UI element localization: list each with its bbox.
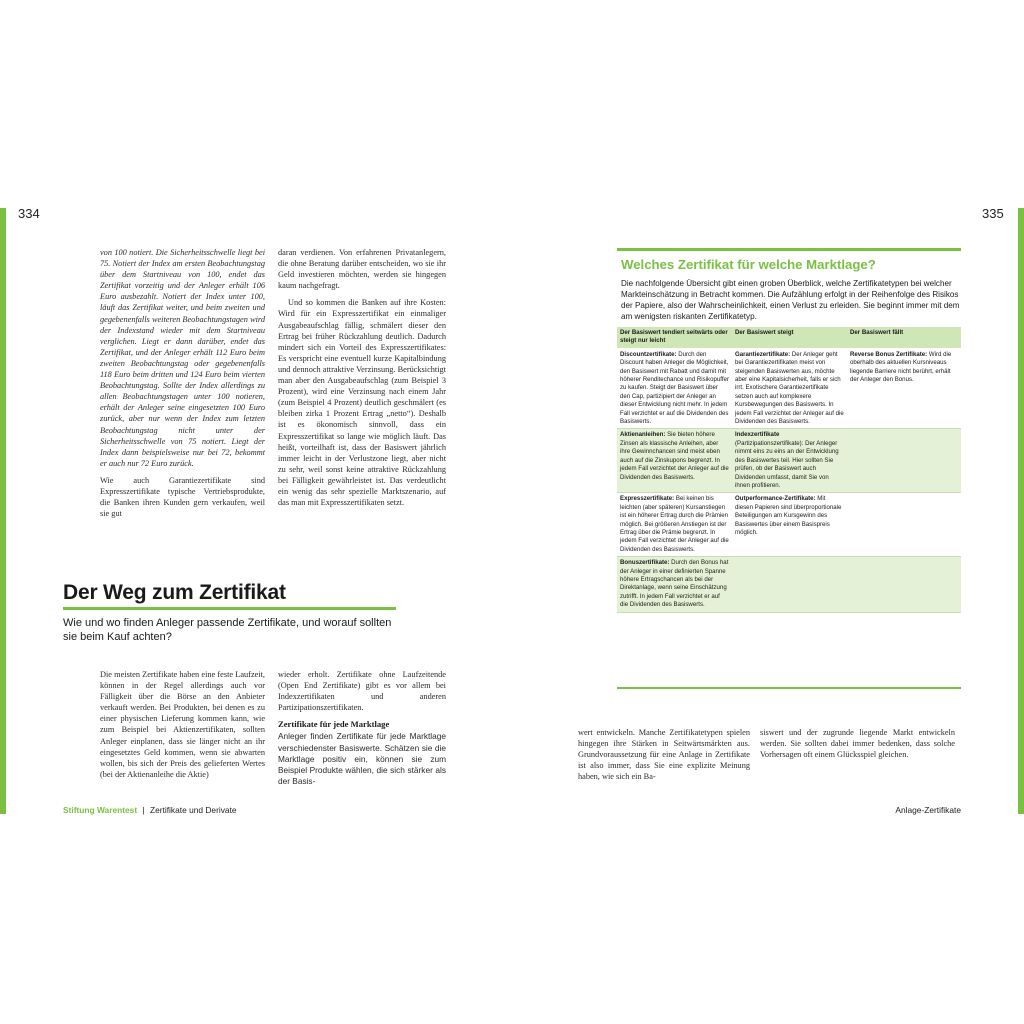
box-top-rule (617, 248, 961, 251)
cell-text: Bei keinen bis leichten (aber späteren) Kursanstiegen ist ein höherer Ertrag durch die Prämien möglich. Bei größeren Anstiegen ist der Ertrag über die Prämie begrenzt. In jedem Fall verzichtet der Anleger auf die Dividenden des Basiswerts. (620, 495, 729, 553)
table-cell (847, 493, 961, 557)
bottom-column-2-text: wieder erholt. Zertifikate ohne Laufzeitende (Open End Zertifikate) gibt es vor allem bei Indexzertifikaten und anderen Partizipationszertifikaten. (278, 670, 446, 713)
table-header-falling: Der Basiswert fällt (847, 327, 961, 348)
column-2-paragraph-2: Und so kommen die Banken auf ihre Kosten: Wird für ein Expresszertifikat ein einmaliger Ausgabeaufschlag fällig, schmälert dieser den Ertrag bei früher Rückzahlung deutlich. Dadurch mindert sich ein Vorteil des Expresszertifikates: Es verspricht eine eventuell kurze Kapitalbindung und dennoch attraktive Verzinsung. Berücksichtigt man aber den Ausgabeaufschlag (zum Beispiel 3 Prozent), wird eine Verzinsung nach einem Jahr (zum Beispiel 4 Prozent) deutlich geschmälert (es bleiben zirka 1 Prozent Ertrag „netto“). Deshalb ist es ökonomisch sinnvoll, dass ein Expresszertifikat so lange wie möglich läuft. Das heißt, vorteilhaft ist, dass der Basiswert jährlich immer leicht in der Verlustzone liegt, aber nicht zu sehr, weil sonst keine attraktive Rückzahlung bei Fälligkeit gewährleistet ist. Das verdeutlicht ein wenig das sehr spezielle Marktszenario, auf das man mit Expresszertifikaten setzt. (278, 298, 446, 508)
table-header-sideways: Der Basiswert tendiert seitwärts oder steigt nur leicht (617, 327, 732, 348)
cell-title: Outperformance-Zertifikate: (735, 495, 816, 503)
table-cell (732, 429, 847, 493)
cell-text: Sie bieten höhere Zinsen als klassische Anleihen, aber ihre Gewinnchancen sind meist eben auch auf die Zinskupons begrenzt. In jedem Fall verzichtet der Anleger auf die Dividenden des Basiswerts. (620, 431, 729, 481)
table-row (617, 348, 961, 429)
cell-text: Durch den Discount haben Anleger die Möglichkeit, den Basiswert mit Rabatt und damit mit höherer Renditechance und Risikopuffer zu kaufen. Steigt der Basiswert über den Cap, partizipiert der Anleger an dieser Entwicklung nicht mehr. In jedem Fall verzichtet er auf die Dividenden des Basiswerts. (620, 350, 729, 426)
footer-brand: Stiftung Warentest (63, 805, 138, 815)
table-cell (617, 348, 732, 429)
zertifikat-table (617, 327, 961, 613)
express-paragraph: Wie auch Garantiezertifikate sind Expresszertifikate typische Vertriebsprodukte, die Banken ihren Kunden gern verkaufen, weil sie gut (100, 475, 265, 519)
bottom-column-1-text: Die meisten Zertifikate haben eine feste Laufzeit, können in der Regel allerdings auch vor Fälligkeit über die Börse an den Anbieter verkauft werden. Bei Produkten, bei denen es zu einer physischen Lieferung kommen kann, wie zum Beispiel bei Aktienzertifikaten, sollten Anleger einplanen, dass sie länger nicht an ihr eingesetztes Geld kommen, wenn sie abwarten wollen, bis sich der Preis des gelieferten Wertes (bei der Aktienanleihe die Aktie) (100, 670, 265, 779)
table-row (617, 557, 961, 612)
table-row (617, 429, 961, 493)
table-header-rising: Der Basiswert steigt (732, 327, 847, 348)
bottom-column-2-text-2: Anleger finden Zertifikate für jede Marktlage verschiedenster Basiswerte. Schätzen sie die Marktlage positiv ein, können sie zum Beispiel Produkte wählen, die sich stärker als der Basis- (278, 731, 446, 786)
box-intro: Die nachfolgende Übersicht gibt einen groben Überblick, welche Zertifikatetypen bei welcher Markteinschätzung in Betracht kommen. Die Aufzählung erfolgt in der Reihenfolge des Risikos der Papiere, also der Wahrscheinlichkeit, einen Verlust zu erleiden. Sie beginnt immer mit dem am wenigsten riskanten Zertifikatetyp. (621, 279, 960, 321)
cell-text: Durch den Bonus hat der Anleger in einer definierten Spanne höhere Ertragschancen als bei der Direktanlage, wenn seine Einschätzung zutrifft. In jedem Fall verzichtet er auf die Dividenden des Basiswerts. (620, 559, 729, 609)
cell-title: Expresszertifikate: (620, 495, 675, 503)
cell-text: Mit diesen Papieren sind überproportionale Beteiligungen am Kursgewinn des Basiswertes über einem Basispreis möglich. (735, 495, 842, 536)
cell-text: Wird die oberhalb des aktuellen Kursniveaus liegende Barriere nicht berührt, erhält der Anleger den Bonus. (850, 350, 952, 384)
table-cell (617, 429, 732, 493)
cell-text: (Partizipationszertifikate): Der Anleger nimmt eins zu eins an der Entwicklung des Basiswertes teil. Hier sollten Sie prüfen, ob der Basiswert auch Dividenden umfasst, damit Sie von ihnen profitieren. (735, 439, 839, 489)
table-cell (847, 348, 961, 429)
bottom-column-2 (278, 669, 446, 793)
express-example-text: von 100 notiert. Die Sicherheitsschwelle liegt bei 75. Notiert der Index am ersten Beobachtungstag über dem Startniveau von 100, endet das Zertifikat vorzeitig und der Anleger erhält 106 Euro ausbezahlt. Notiert der Index unter 100, läuft das Zertifikat weiter, und beim zweiten und gegebenenfalls weiteren Beobachtungstagen wird der Indexstand wieder mit dem Startniveau verglichen. Liegt er dann darüber, endet das Zertifikat, und der Anleger erhält 112 Euro beim zweiten Beobachtungstag oder gegebenenfalls 118 Euro beim dritten und 124 Euro beim vierten Beobachtungstag. Sollte der Index allerdings zu allen Beobachtungstagen unter 100 notieren, erhält der Anleger seine eingesetzten 100 Euro zurück, aber nur wenn der Index zum letzten Beobachtungstag nicht unter der Sicherheitsschwelle von 75 notiert. Liegt der Index dann beispielsweise nur bei 72, bekommt er auch nur 72 Euro zurück. (100, 248, 265, 468)
left-column-2 (278, 247, 446, 514)
cell-title: Aktienanleihen: (620, 431, 666, 439)
table-cell (847, 429, 961, 493)
right-bottom-text-1: wert entwickeln. Manche Zertifikatetypen spielen hingegen ihre Stärken in Seitwärtsmärkten aus. Grundvoraussetzung für eine Anlage in Zertifikate ist also immer, dass Sie eine explizite Meinung haben, wie sich ein Ba- (578, 728, 750, 782)
right-bottom-text-2: siswert und der zugrunde liegende Markt entwickeln werden. Sie sollten dabei immer bedenken, dass solche Vorhersagen oft einem Glücksspiel gleichen. (760, 728, 955, 760)
cell-title: Reverse Bonus Zertifikate: (850, 350, 928, 358)
page-number-left: 334 (18, 206, 40, 221)
table-cell (732, 493, 847, 557)
footer-separator: | (142, 805, 145, 815)
footer-book-title: Zertifikate und Derivate (149, 805, 237, 815)
table-row (617, 493, 961, 557)
table-cell (847, 557, 961, 612)
right-bottom-column-1 (578, 727, 750, 788)
cell-title: Bonuszertifikate: (620, 559, 670, 567)
cell-text: Der Anleger geht bei Garantiezertifikaten meist von steigenden Basiswerten aus, möchte aber eine Kapitalsicherheit, falls er sich irrt. Exotischere Garantiezertifikate setzen auch auf komplexere Kursbewegungen des Basiswerts. In jedem Fall verzichtet der Anleger auf die Dividenden des Basiswerts. (735, 350, 844, 426)
section-lead: Wie und wo finden Anleger passende Zertifikate, und worauf sollten sie beim Kauf achten? (63, 617, 392, 643)
left-column-1 (100, 247, 265, 525)
box-title: Welches Zertifikat für welche Marktlage? (621, 257, 876, 272)
cell-title: Indexzertifikate (735, 431, 780, 439)
table-cell (617, 493, 732, 557)
zertifikat-table-wrapper (617, 327, 961, 613)
box-bottom-rule (617, 687, 961, 689)
column-2-paragraph-1: daran verdienen. Von erfahrenen Privatanlegern, die ohne Beratung darüber entscheiden, wo sie ihr Geld investieren möchten, werden sie hingegen kaum nachgefragt. (278, 248, 446, 291)
page-number-right: 335 (982, 206, 1004, 221)
subheading-marktlage: Zertifikate für jede Marktlage (278, 719, 390, 730)
right-edge-bar (1018, 208, 1024, 814)
table-header-row (617, 327, 961, 348)
cell-title: Garantiezertifikate: (735, 350, 791, 358)
table-cell (617, 557, 732, 612)
section-heading: Der Weg zum Zertifikat (63, 581, 286, 604)
bottom-column-1 (100, 669, 265, 786)
left-edge-bar (0, 208, 6, 814)
footer-left (63, 805, 237, 815)
table-cell (732, 557, 847, 612)
table-cell (732, 348, 847, 429)
footer-right: Anlage-Zertifikate (895, 805, 961, 815)
section-heading-rule (63, 607, 396, 610)
right-bottom-column-2 (760, 727, 955, 766)
cell-title: Discountzertifikate: (620, 350, 677, 358)
